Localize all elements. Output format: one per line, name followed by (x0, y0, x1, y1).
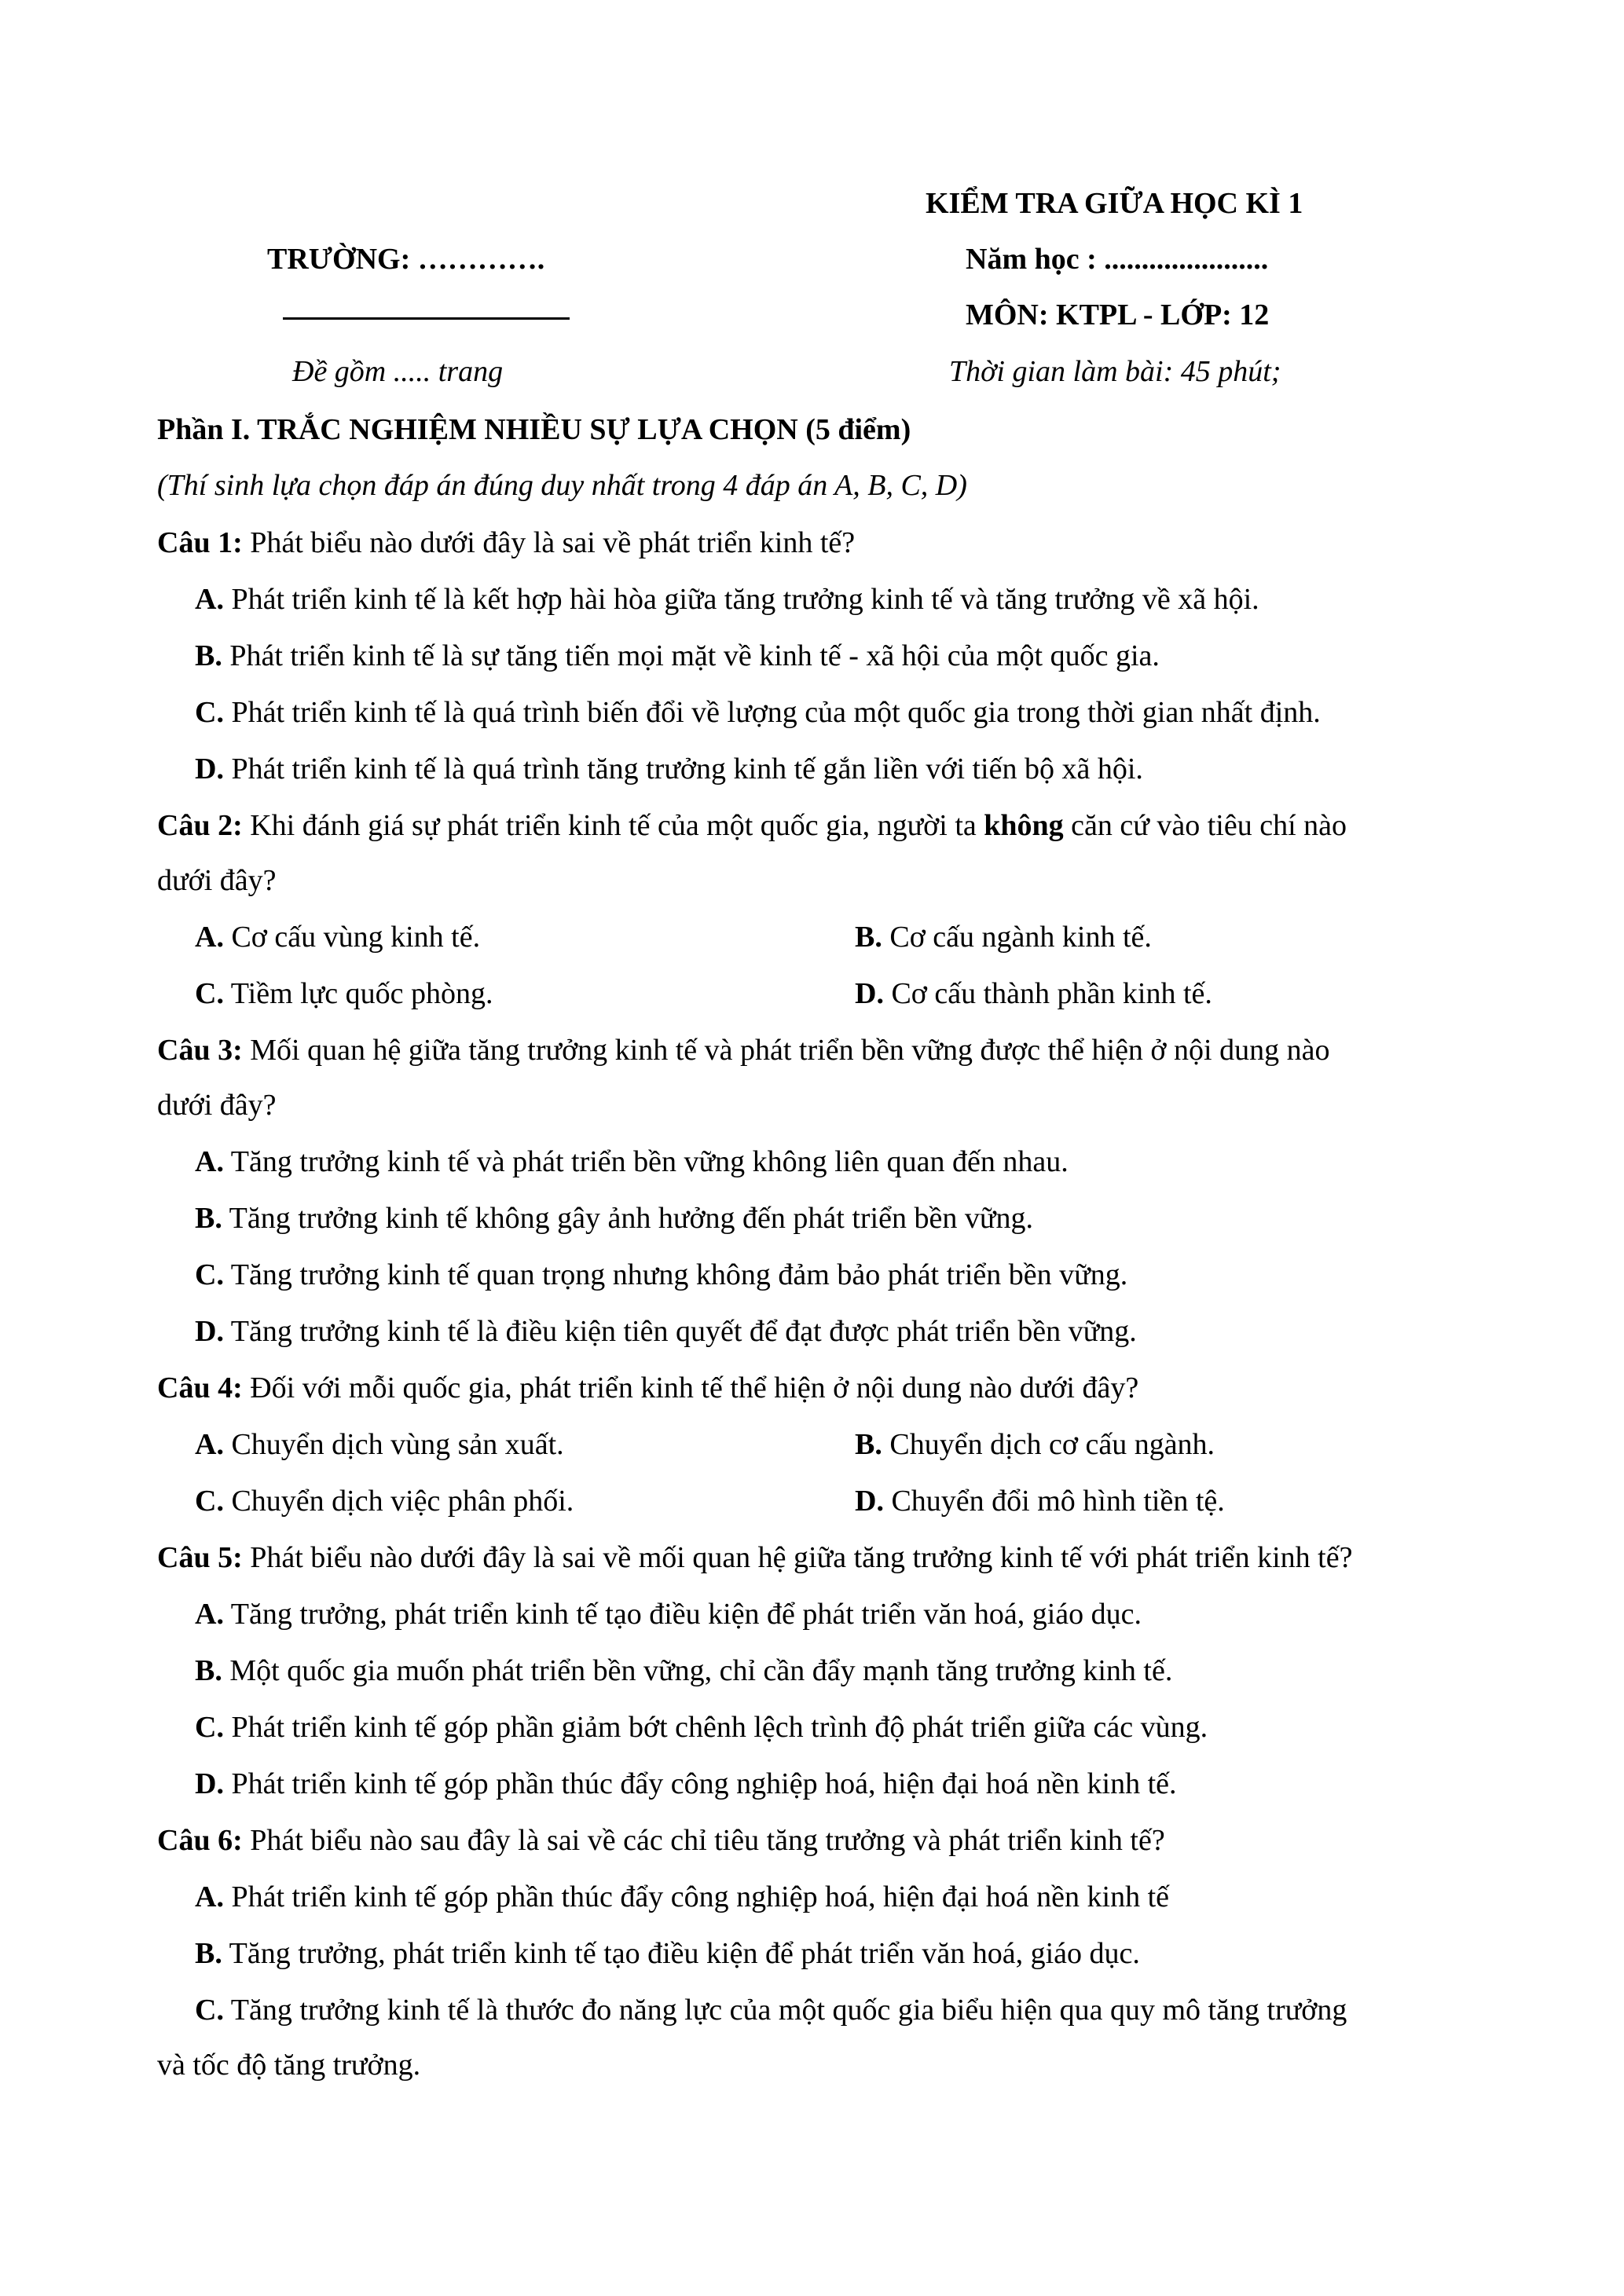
option-3d (195, 1313, 1137, 1349)
option-3b (195, 1200, 1033, 1236)
time-limit: Thời gian làm bài: 45 phút; (949, 355, 1281, 388)
question-emphasis: không (984, 809, 1064, 842)
question-text: Phát biểu nào sau đây là sai về các chỉ tiêu tăng trưởng và phát triển kinh tế? (242, 1824, 1165, 1857)
option-label: C. (195, 1258, 224, 1291)
question-label: Câu 6: (157, 1824, 243, 1857)
option-6a (195, 1879, 1169, 1915)
option-label: A. (195, 1598, 224, 1631)
question-text: Phát biểu nào dưới đây là sai về mối quan hệ giữa tăng trưởng kinh tế với phát triển kinh tế? (242, 1541, 1353, 1574)
option-4b (855, 1426, 1215, 1463)
section-title: Phần I. TRẮC NGHIỆM NHIỀU SỰ LỰA CHỌN (5 điểm) (157, 413, 911, 446)
option-text: Cơ cấu vùng kinh tế. (223, 921, 481, 954)
option-6c (195, 1992, 1347, 2028)
option-1b (195, 638, 1160, 674)
option-label: C. (195, 1711, 224, 1744)
option-2d (855, 976, 1212, 1012)
question-label: Câu 1: (157, 526, 243, 559)
question-text: Mối quan hệ giữa tăng trưởng kinh tế và phát triển bền vững được thể hiện ở nội dung nào (242, 1034, 1330, 1067)
subject-field: MÔN: KTPL - LỚP: 12 (966, 298, 1270, 331)
option-label: A. (195, 583, 224, 616)
option-text: Chuyển dịch vùng sản xuất. (223, 1428, 564, 1461)
option-text: Phát triển kinh tế là sự tăng tiến mọi mặt về kinh tế - xã hội của một quốc gia. (222, 639, 1160, 672)
question-text: Khi đánh giá sự phát triển kinh tế của một quốc gia, người ta (242, 809, 984, 842)
option-5b (195, 1653, 1172, 1689)
option-2c (195, 976, 493, 1012)
option-2b (855, 919, 1152, 955)
option-label: B. (855, 1428, 882, 1461)
option-label: B. (195, 1654, 222, 1687)
option-label: D. (855, 1485, 884, 1518)
option-text: Phát triển kinh tế là kết hợp hài hòa giữa tăng trưởng kinh tế và tăng trưởng về xã hội. (223, 583, 1259, 616)
option-label: D. (195, 753, 224, 785)
option-1d (195, 751, 1143, 787)
option-text: Tăng trưởng kinh tế và phát triển bền vững không liên quan đến nhau. (223, 1145, 1069, 1178)
section-instruction: (Thí sinh lựa chọn đáp án đúng duy nhất trong 4 đáp án A, B, C, D) (157, 469, 967, 502)
option-5d (195, 1766, 1177, 1802)
option-1c (195, 694, 1321, 731)
option-5a (195, 1596, 1142, 1632)
question-2-line2: dưới đây? (157, 864, 277, 897)
option-text: Tiềm lực quốc phòng. (223, 977, 493, 1010)
option-text: Phát triển kinh tế góp phần thúc đẩy công nghiệp hoá, hiện đại hoá nền kinh tế. (223, 1767, 1177, 1800)
option-text: Phát triển kinh tế là quá trình tăng trưởng kinh tế gắn liền với tiến bộ xã hội. (223, 753, 1143, 785)
option-text: Tăng trưởng, phát triển kinh tế tạo điều kiện để phát triển văn hoá, giáo dục. (222, 1937, 1140, 1970)
option-6b (195, 1935, 1140, 1972)
question-2 (157, 807, 1347, 844)
option-1a (195, 581, 1259, 617)
question-text: Phát biểu nào dưới đây là sai về phát triển kinh tế? (242, 526, 856, 559)
option-6c-line2: và tốc độ tăng trưởng. (157, 2049, 421, 2082)
exam-title: KIỂM TRA GIỮA HỌC KÌ 1 (926, 187, 1303, 220)
option-text: Phát triển kinh tế góp phần thúc đẩy công nghiệp hoá, hiện đại hoá nền kinh tế (223, 1880, 1170, 1913)
header-divider (283, 317, 570, 320)
school-field: TRƯỜNG: …………. (267, 243, 545, 276)
option-label: B. (195, 1202, 222, 1235)
question-label: Câu 4: (157, 1371, 243, 1404)
option-text: Tăng trưởng, phát triển kinh tế tạo điều kiện để phát triển văn hoá, giáo dục. (223, 1598, 1142, 1631)
option-label: B. (195, 1937, 222, 1970)
option-text: Chuyển đổi mô hình tiền tệ. (883, 1485, 1225, 1518)
option-4d (855, 1483, 1225, 1519)
option-text: Cơ cấu thành phần kinh tế. (883, 977, 1212, 1010)
option-label: C. (195, 977, 224, 1010)
option-text: Phát triển kinh tế góp phần giảm bớt chênh lệch trình độ phát triển giữa các vùng. (223, 1711, 1208, 1744)
option-label: A. (195, 1880, 224, 1913)
question-label: Câu 5: (157, 1541, 243, 1574)
question-3-line2: dưới đây? (157, 1089, 277, 1122)
option-label: A. (195, 921, 224, 954)
option-label: C. (195, 1485, 224, 1518)
question-text: Đối với mỗi quốc gia, phát triển kinh tế thể hiện ở nội dung nào dưới đây? (242, 1371, 1139, 1404)
question-1 (157, 525, 855, 561)
option-text: Tăng trưởng kinh tế là thước đo năng lực của một quốc gia biểu hiện qua quy mô tăng trưởng (223, 1994, 1347, 2027)
option-label: D. (195, 1767, 224, 1800)
page-count: Đề gồm ..... trang (292, 355, 504, 388)
option-label: A. (195, 1428, 224, 1461)
question-5 (157, 1540, 1352, 1576)
school-year-field: Năm học : ...................... (966, 243, 1269, 276)
option-4a (195, 1426, 564, 1463)
option-label: B. (855, 921, 882, 954)
question-3 (157, 1032, 1329, 1068)
option-3a (195, 1144, 1069, 1180)
option-label: A. (195, 1145, 224, 1178)
option-text: Chuyển dịch việc phân phối. (223, 1485, 574, 1518)
option-2a (195, 919, 480, 955)
option-5c (195, 1709, 1208, 1745)
option-text: Cơ cấu ngành kinh tế. (882, 921, 1152, 954)
option-text: Một quốc gia muốn phát triển bền vững, chỉ cần đẩy mạnh tăng trưởng kinh tế. (222, 1654, 1173, 1687)
option-label: C. (195, 1994, 224, 2027)
option-text: Phát triển kinh tế là quá trình biến đổi về lượng của một quốc gia trong thời gian nhất định. (223, 696, 1321, 729)
option-text: Tăng trưởng kinh tế không gây ảnh hưởng đến phát triển bền vững. (222, 1202, 1033, 1235)
question-text-cont: căn cứ vào tiêu chí nào (1063, 809, 1347, 842)
option-label: C. (195, 696, 224, 729)
option-label: D. (195, 1315, 224, 1348)
option-text: Tăng trưởng kinh tế quan trọng nhưng không đảm bảo phát triển bền vững. (223, 1258, 1128, 1291)
question-6 (157, 1822, 1165, 1858)
option-text: Tăng trưởng kinh tế là điều kiện tiên quyết để đạt được phát triển bền vững. (223, 1315, 1137, 1348)
option-text: Chuyển dịch cơ cấu ngành. (882, 1428, 1215, 1461)
option-label: B. (195, 639, 222, 672)
option-label: D. (855, 977, 884, 1010)
option-3c (195, 1257, 1127, 1293)
question-label: Câu 3: (157, 1034, 243, 1067)
question-label: Câu 2: (157, 809, 243, 842)
option-4c (195, 1483, 574, 1519)
question-4 (157, 1370, 1138, 1406)
